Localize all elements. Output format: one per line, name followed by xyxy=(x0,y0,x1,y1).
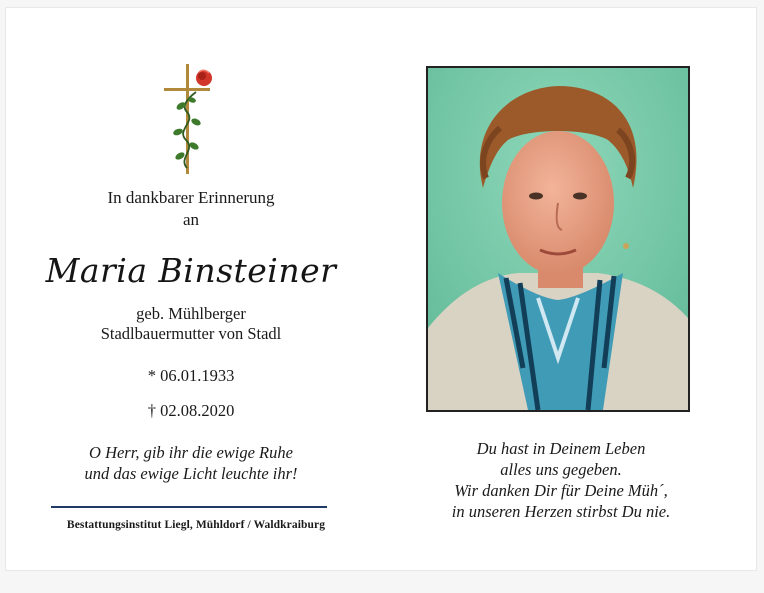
portrait-photo xyxy=(426,66,690,412)
memorial-line: In dankbarer Erinnerung xyxy=(107,188,275,207)
cross-with-rose-icon xyxy=(156,58,226,180)
memorial-heading xyxy=(46,187,336,231)
memorial-card xyxy=(6,8,756,570)
poem xyxy=(426,438,696,522)
poem-line: Du hast in Deinem Leben xyxy=(476,439,646,458)
birth-name: geb. Mühlberger xyxy=(136,304,246,323)
death-date: † 02.08.2020 xyxy=(147,401,235,420)
portrait-image xyxy=(428,68,688,410)
funeral-home: Bestattungsinstitut Liegl, Mühldorf / Waldkraiburg xyxy=(66,519,326,531)
memorial-line-an: an xyxy=(182,210,200,229)
deceased-name: Maria Binsteiner xyxy=(45,251,337,290)
birth-date: * 06.01.1933 xyxy=(147,366,235,385)
prayer xyxy=(36,442,346,484)
poem-line: Wir danken Dir für Deine Müh´, xyxy=(454,481,668,500)
deceased-title: Stadlbauermutter von Stadl xyxy=(100,324,282,343)
poem-line: in unseren Herzen stirbst Du nie. xyxy=(451,502,671,521)
prayer-line: und das ewige Licht leuchte ihr! xyxy=(84,464,298,483)
prayer-line: O Herr, gib ihr die ewige Ruhe xyxy=(89,443,293,462)
poem-line: alles uns gegeben. xyxy=(500,460,622,479)
divider-line xyxy=(51,506,327,508)
